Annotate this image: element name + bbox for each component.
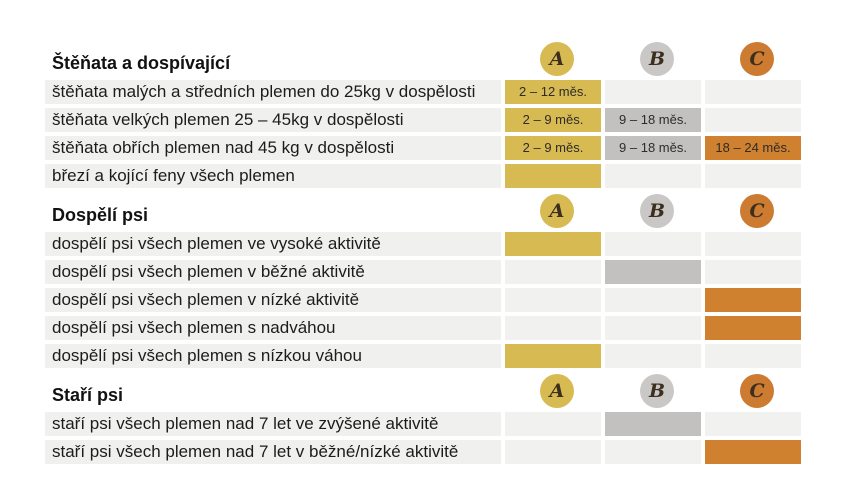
table-row [45,260,801,284]
table-row [45,440,801,464]
grade-cell-c [705,164,801,188]
row-label: staří psi všech plemen nad 7 let ve zvýšené aktivitě [45,412,501,436]
grade-cell-b [605,344,701,368]
grade-cell-c [705,288,801,312]
grade-cell-a [505,412,601,436]
badge-slot [609,42,705,76]
grade-cell-c [705,232,801,256]
table-row [45,344,801,368]
badge-slot [609,194,705,228]
grade-cell-a [505,344,601,368]
grade-cell-b [605,80,701,104]
grade-cell-b: 9 – 18 měs. [605,136,701,160]
table-row [45,316,801,340]
column-badges [505,194,805,228]
table-row [45,288,801,312]
grade-cell-c: 18 – 24 měs. [705,136,801,160]
badge-slot [509,374,605,408]
row-label: štěňata malých a středních plemen do 25kg v dospělosti [45,80,501,104]
grade-cell-b [605,440,701,464]
grade-cell-a [505,164,601,188]
badge-slot [709,194,805,228]
grade-b-badge-icon: B [640,194,674,228]
table-row [45,164,801,188]
row-label: dospělí psi všech plemen s nízkou váhou [45,344,501,368]
row-label: štěňata velkých plemen 25 – 45kg v dospělosti [45,108,501,132]
section-title: Dospělí psi [52,205,149,225]
grade-cell-c [705,344,801,368]
column-badges [505,374,805,408]
grade-cell-c [705,316,801,340]
grade-cell-c [705,108,801,132]
badge-slot [709,42,805,76]
grade-b-badge-icon: B [640,374,674,408]
grade-cell-a [505,288,601,312]
grade-cell-a [505,316,601,340]
grade-cell-a [505,232,601,256]
row-label: dospělí psi všech plemen v nízké aktivitě [45,288,501,312]
table-section [45,192,801,368]
table-row [45,108,801,132]
row-label: dospělí psi všech plemen v běžné aktivitě [45,260,501,284]
grade-cell-a: 2 – 12 měs. [505,80,601,104]
section-header [45,40,801,76]
grade-cell-a [505,440,601,464]
row-label: dospělí psi všech plemen s nadváhou [45,316,501,340]
grade-c-badge-icon: C [740,42,774,76]
row-label: staří psi všech plemen nad 7 let v běžné/nízké aktivitě [45,440,501,464]
badge-slot [509,194,605,228]
grade-cell-b [605,288,701,312]
column-badges [505,42,805,76]
section-title: Staří psi [52,385,124,405]
section-header [45,192,801,228]
badge-slot [509,42,605,76]
grade-cell-b [605,316,701,340]
row-label: štěňata obřích plemen nad 45 kg v dospělosti [45,136,501,160]
grade-a-badge-icon: A [540,194,574,228]
grade-cell-c [705,260,801,284]
badge-slot [609,374,705,408]
grade-b-badge-icon: B [640,42,674,76]
table-row [45,232,801,256]
table-section [45,40,801,188]
row-label: dospělí psi všech plemen ve vysoké aktivitě [45,232,501,256]
grade-cell-c [705,80,801,104]
grade-cell-b [605,164,701,188]
grade-a-badge-icon: A [540,42,574,76]
grade-cell-a: 2 – 9 měs. [505,108,601,132]
grade-cell-c [705,440,801,464]
grade-c-badge-icon: C [740,374,774,408]
grade-cell-b [605,232,701,256]
grade-cell-b [605,412,701,436]
grade-cell-a: 2 – 9 měs. [505,136,601,160]
grade-cell-b: 9 – 18 měs. [605,108,701,132]
table-section [45,372,801,464]
section-header [45,372,801,408]
section-title: Štěňata a dospívající [52,53,231,73]
table-row [45,80,801,104]
table-sections [45,40,801,464]
grade-c-badge-icon: C [740,194,774,228]
grade-cell-a [505,260,601,284]
table-row [45,412,801,436]
grade-cell-b [605,260,701,284]
grade-cell-c [705,412,801,436]
row-label: březí a kojící feny všech plemen [45,164,501,188]
badge-slot [709,374,805,408]
grade-a-badge-icon: A [540,374,574,408]
table-row [45,136,801,160]
